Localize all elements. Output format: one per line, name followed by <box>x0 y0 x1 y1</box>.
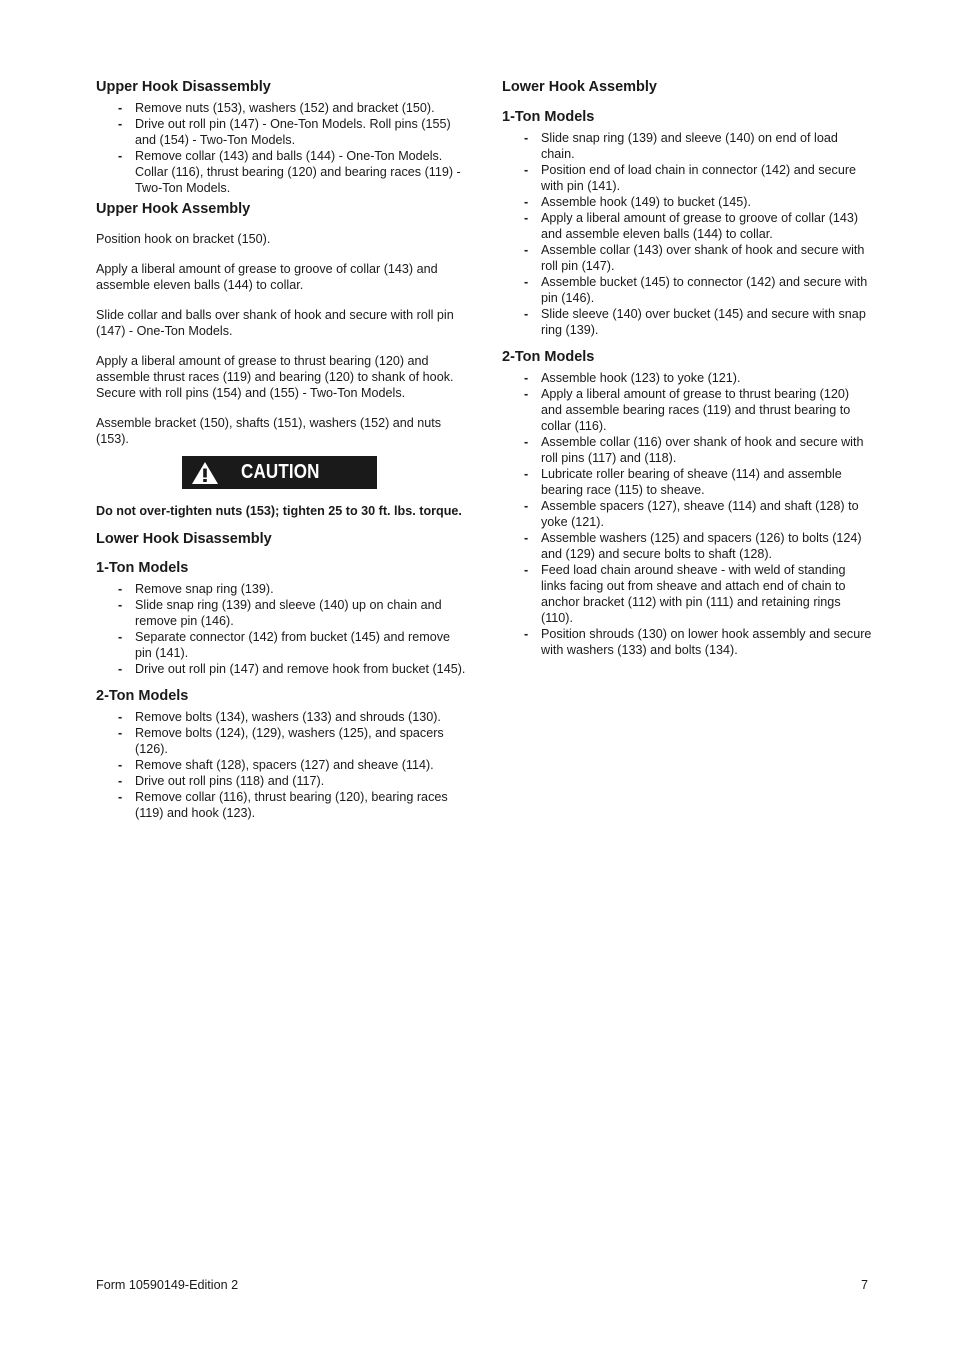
lower-hook-disassembly-heading: Lower Hook Disassembly <box>96 531 272 547</box>
list-item: - Slide snap ring (139) and sleeve (140) up on chain and remove pin (146). <box>118 598 442 628</box>
caution-banner <box>182 456 377 489</box>
footer-form-number: Form 10590149-Edition 2 <box>96 1278 239 1292</box>
list-item: - Apply a liberal amount of grease to groove of collar (143) and assemble eleven balls (144) to collar. <box>524 211 859 241</box>
lower-disassembly-1ton-list <box>96 581 466 677</box>
paragraph: Apply a liberal amount of grease to thrust bearing (120) and assemble thrust races (119) and bearing (120) to shank of hook. Secure with roll pins (154) and (155) - Two-Ton Models. <box>96 354 454 400</box>
list-item: - Remove bolts (124), (129), washers (125), and spacers (126). <box>118 726 444 756</box>
list-item: - Remove shaft (128), spacers (127) and sheave (114). <box>118 758 434 772</box>
list-item: - Drive out roll pin (147) and remove hook from bucket (145). <box>118 662 466 676</box>
footer-page-number: 7 <box>861 1278 869 1292</box>
list-item: - Apply a liberal amount of grease to thrust bearing (120) and assemble bearing races (119) and thrust bearing to collar (116). <box>524 387 851 433</box>
list-item: - Drive out roll pins (118) and (117). <box>118 774 325 788</box>
right-column <box>502 78 872 658</box>
lower-hook-assembly-heading: Lower Hook Assembly <box>502 79 657 95</box>
list-item: - Position end of load chain in connector (142) and secure with pin (141). <box>524 163 857 193</box>
caution-text: Do not over-tighten nuts (153); tighten 25 to 30 ft. lbs. torque. <box>96 504 462 518</box>
list-item: - Position shrouds (130) on lower hook assembly and secure with washers (133) and bolts (134). <box>524 627 872 657</box>
list-item: - Assemble bucket (145) to connector (142) and secure with pin (146). <box>524 275 868 305</box>
list-item: - Separate connector (142) from bucket (145) and remove pin (141). <box>118 630 451 660</box>
list-item: - Feed load chain around sheave - with weld of standing links facing out from sheave and attach end of chain to anchor bracket (112) with pin (111) and retaining rings (110). <box>524 563 846 625</box>
list-item: - Assemble hook (149) to bucket (145). <box>524 195 752 209</box>
lower-disassembly-1ton-heading: 1-Ton Models <box>96 560 189 576</box>
list-item: - Lubricate roller bearing of sheave (114) and assemble bearing race (115) to sheave. <box>524 467 842 497</box>
list-item: - Assemble collar (116) over shank of hook and secure with roll pins (117) and (118). <box>524 435 864 465</box>
lower-assembly-2ton-heading: 2-Ton Models <box>502 349 595 365</box>
paragraph: Position hook on bracket (150). <box>96 232 271 246</box>
list-item: - Drive out roll pin (147) - One-Ton Models. Roll pins (155) and (154) - Two-Ton Models. <box>118 117 451 147</box>
lower-assembly-1ton-heading: 1-Ton Models <box>502 109 595 125</box>
list-item: - Slide snap ring (139) and sleeve (140) on end of load chain. <box>524 131 838 161</box>
upper-hook-disassembly-list <box>96 100 466 196</box>
paragraph: Apply a liberal amount of grease to groove of collar (143) and assemble eleven balls (144) to collar. <box>96 262 438 292</box>
list-item: - Remove snap ring (139). <box>118 582 274 596</box>
paragraph: Slide collar and balls over shank of hook and secure with roll pin (147) - One-Ton Models. <box>96 308 454 338</box>
paragraph: Assemble bracket (150), shafts (151), washers (152) and nuts (153). <box>96 416 442 446</box>
list-item: - Slide sleeve (140) over bucket (145) and secure with snap ring (139). <box>524 307 866 337</box>
lower-assembly-2ton-list <box>502 370 872 658</box>
list-item: - Assemble washers (125) and spacers (126) to bolts (124) and (129) and secure bolts to shaft (128). <box>524 531 862 561</box>
list-item: - Remove collar (116), thrust bearing (120), bearing races (119) and hook (123). <box>118 790 448 820</box>
list-item: - Remove collar (143) and balls (144) - One-Ton Models. Collar (116), thrust bearing (120) and bearing races (119) - Two-Ton Models. <box>118 149 461 195</box>
warning-triangle-icon <box>191 461 219 485</box>
left-column <box>96 78 466 821</box>
upper-hook-disassembly-heading: Upper Hook Disassembly <box>96 79 271 95</box>
list-item: - Assemble hook (123) to yoke (121). <box>524 371 741 385</box>
lower-disassembly-2ton-heading: 2-Ton Models <box>96 688 189 704</box>
lower-disassembly-2ton-list <box>96 709 466 821</box>
upper-hook-assembly-heading: Upper Hook Assembly <box>96 201 251 217</box>
list-item: - Remove nuts (153), washers (152) and bracket (150). <box>118 101 435 115</box>
list-item: - Assemble spacers (127), sheave (114) and shaft (128) to yoke (121). <box>524 499 859 529</box>
list-item: - Assemble collar (143) over shank of hook and secure with roll pin (147). <box>524 243 865 273</box>
lower-assembly-1ton-list <box>502 130 872 338</box>
caution-label: CAUTION <box>241 461 320 483</box>
list-item: - Remove bolts (134), washers (133) and shrouds (130). <box>118 710 441 724</box>
